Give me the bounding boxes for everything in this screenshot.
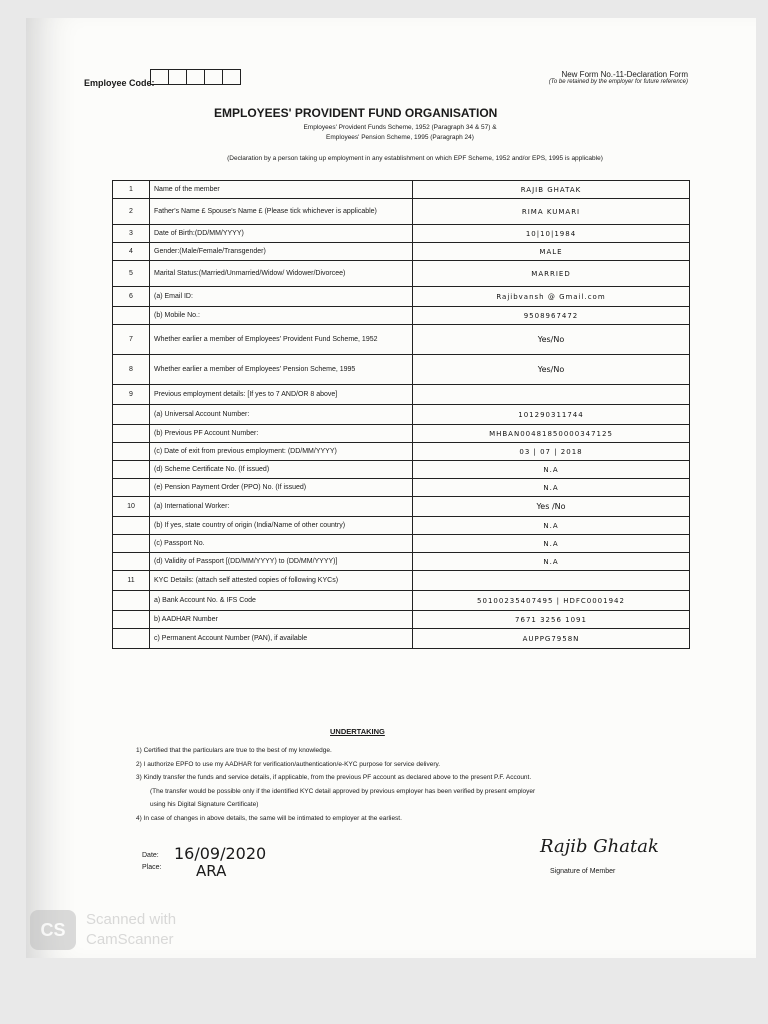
table-row <box>113 497 690 517</box>
scheme-line-2: Employees' Pension Scheme, 1995 (Paragraph 24) <box>326 134 474 141</box>
undertaking-item: 4) In case of changes in above details, the same will be intimated to employer at the earliest. <box>136 814 402 822</box>
row-number: 11 <box>113 571 150 591</box>
watermark-text <box>86 910 176 950</box>
row-label: Father's Name £ Spouse's Name £ (Please tick whichever is applicable) <box>150 199 413 225</box>
watermark-line-1: Scanned with <box>86 911 177 928</box>
date-value: 16/09/2020 <box>174 844 267 863</box>
table-row <box>113 571 690 591</box>
signature: Rajib Ghatak <box>540 836 659 857</box>
table-row <box>113 425 690 443</box>
undertaking-item: 1) Certified that the particulars are true to the best of my knowledge. <box>136 747 332 754</box>
row-value: N.A <box>413 479 690 497</box>
row-label: (d) Validity of Passport [(DD/MM/YYYY) to (DD/MM/YYYY)] <box>150 553 413 571</box>
row-number: 6 <box>113 287 150 307</box>
row-label: Whether earlier a member of Employees' Pension Scheme, 1995 <box>150 355 413 385</box>
watermark-line-2: CamScanner <box>86 931 174 948</box>
row-value <box>413 385 690 405</box>
row-label: (a) International Worker: <box>150 497 413 517</box>
row-number <box>113 425 150 443</box>
row-label: Whether earlier a member of Employees' Provident Fund Scheme, 1952 <box>150 325 413 355</box>
row-number: 7 <box>113 325 150 355</box>
table-row <box>113 405 690 425</box>
row-label: (e) Pension Payment Order (PPO) No. (If issued) <box>150 479 413 497</box>
row-value: N.A <box>413 553 690 571</box>
employee-code-boxes <box>150 69 241 85</box>
scheme-line-1: Employees' Provident Funds Scheme, 1952 (Paragraph 34 & 57) & <box>303 124 497 131</box>
row-number <box>113 611 150 629</box>
table-row <box>113 629 690 649</box>
employee-code-label: Employee Code: <box>84 78 155 88</box>
form-number-title: New Form No.-11-Declaration Form <box>561 70 688 79</box>
row-label: a) Bank Account No. & IFS Code <box>150 591 413 611</box>
row-label: Gender:(Male/Female/Transgender) <box>150 243 413 261</box>
row-label: (d) Scheme Certificate No. (If issued) <box>150 461 413 479</box>
row-label: b) AADHAR Number <box>150 611 413 629</box>
scheme-line-3: (Declaration by a person taking up employment in any establishment on which EPF Scheme, 1952 and/or EPS, 1995 is applicable) <box>227 155 603 162</box>
table-row <box>113 355 690 385</box>
row-number: 10 <box>113 497 150 517</box>
row-value: Rajibvansh @ Gmail.com <box>413 287 690 307</box>
row-value: Yes /No <box>413 497 690 517</box>
row-value: RAJIB GHATAK <box>413 181 690 199</box>
table-row <box>113 611 690 629</box>
table-row <box>113 199 690 225</box>
row-label: (a) Universal Account Number: <box>150 405 413 425</box>
row-label: (b) Mobile No.: <box>150 307 413 325</box>
organisation-title: EMPLOYEES' PROVIDENT FUND ORGANISATION <box>214 106 498 120</box>
row-value: 101290311744 <box>413 405 690 425</box>
row-number: 5 <box>113 261 150 287</box>
form-number-note: (To be retained by the employer for future reference) <box>548 79 688 85</box>
row-label: (b) If yes, state country of origin (India/Name of other country) <box>150 517 413 535</box>
row-number: 4 <box>113 243 150 261</box>
row-number <box>113 443 150 461</box>
row-value: N.A <box>413 535 690 553</box>
table-row <box>113 307 690 325</box>
table-row <box>113 243 690 261</box>
camscanner-watermark <box>30 910 176 950</box>
row-number <box>113 405 150 425</box>
declaration-table <box>112 180 690 649</box>
undertaking-item: 3) Kindly transfer the funds and service details, if applicable, from the previous PF account as declared above to the present P.F. Account. <box>136 774 532 781</box>
row-label: (b) Previous PF Account Number: <box>150 425 413 443</box>
row-label: c) Permanent Account Number (PAN), if available <box>150 629 413 649</box>
row-value: N.A <box>413 517 690 535</box>
camscanner-logo-icon: CS <box>30 910 76 950</box>
row-value: Yes/No <box>413 355 690 385</box>
table-row <box>113 535 690 553</box>
row-value: MALE <box>413 243 690 261</box>
place-value: ARA <box>196 862 227 880</box>
row-label: Marital Status:(Married/Unmarried/Widow/ Widower/Divorcee) <box>150 261 413 287</box>
table-row <box>113 517 690 535</box>
row-number: 9 <box>113 385 150 405</box>
row-number <box>113 461 150 479</box>
row-label: (c) Date of exit from previous employment: (DD/MM/YYYY) <box>150 443 413 461</box>
row-value: MARRIED <box>413 261 690 287</box>
row-number: 3 <box>113 225 150 243</box>
row-number <box>113 629 150 649</box>
place-label: Place: <box>142 864 162 871</box>
row-value: 7671 3256 1091 <box>413 611 690 629</box>
date-label: Date: <box>142 852 159 859</box>
undertaking-item: using his Digital Signature Certificate) <box>150 801 259 808</box>
row-value: 10|10|1984 <box>413 225 690 243</box>
row-value: 9508967472 <box>413 307 690 325</box>
row-value: AUPPG7958N <box>413 629 690 649</box>
row-value: 03 | 07 | 2018 <box>413 443 690 461</box>
row-number <box>113 535 150 553</box>
table-row <box>113 443 690 461</box>
row-value <box>413 571 690 591</box>
table-row <box>113 181 690 199</box>
undertaking-item: 2) I authorize EPFO to use my AADHAR for verification/authentication/e-KYC purpose for service delivery. <box>136 760 441 768</box>
table-row <box>113 325 690 355</box>
row-number <box>113 591 150 611</box>
row-value: 50100235407495 | HDFC0001942 <box>413 591 690 611</box>
table-row <box>113 479 690 497</box>
row-label: (c) Passport No. <box>150 535 413 553</box>
undertaking-title: UNDERTAKING <box>330 727 385 736</box>
table-row <box>113 287 690 307</box>
table-row <box>113 461 690 479</box>
row-number: 2 <box>113 199 150 225</box>
row-label: Previous employment details: [If yes to 7 AND/OR 8 above] <box>150 385 413 405</box>
table-row <box>113 261 690 287</box>
row-number <box>113 479 150 497</box>
row-value: RIMA KUMARI <box>413 199 690 225</box>
row-number <box>113 553 150 571</box>
row-number <box>113 307 150 325</box>
row-value: N.A <box>413 461 690 479</box>
row-number: 8 <box>113 355 150 385</box>
row-label: Name of the member <box>150 181 413 199</box>
row-value: MHBAN00481850000347125 <box>413 425 690 443</box>
table-row <box>113 225 690 243</box>
row-label: (a) Email ID: <box>150 287 413 307</box>
row-label: Date of Birth:(DD/MM/YYYY) <box>150 225 413 243</box>
table-row <box>113 591 690 611</box>
row-number <box>113 517 150 535</box>
undertaking-item: (The transfer would be possible only if the identified KYC detail approved by previous employer has been verified by present employer <box>150 787 536 795</box>
table-row <box>113 385 690 405</box>
row-number: 1 <box>113 181 150 199</box>
form-number <box>488 70 688 85</box>
table-row <box>113 553 690 571</box>
row-value: Yes/No <box>413 325 690 355</box>
undertaking-list <box>136 744 676 825</box>
row-label: KYC Details: (attach self attested copies of following KYCs) <box>150 571 413 591</box>
signature-label: Signature of Member <box>550 868 616 875</box>
